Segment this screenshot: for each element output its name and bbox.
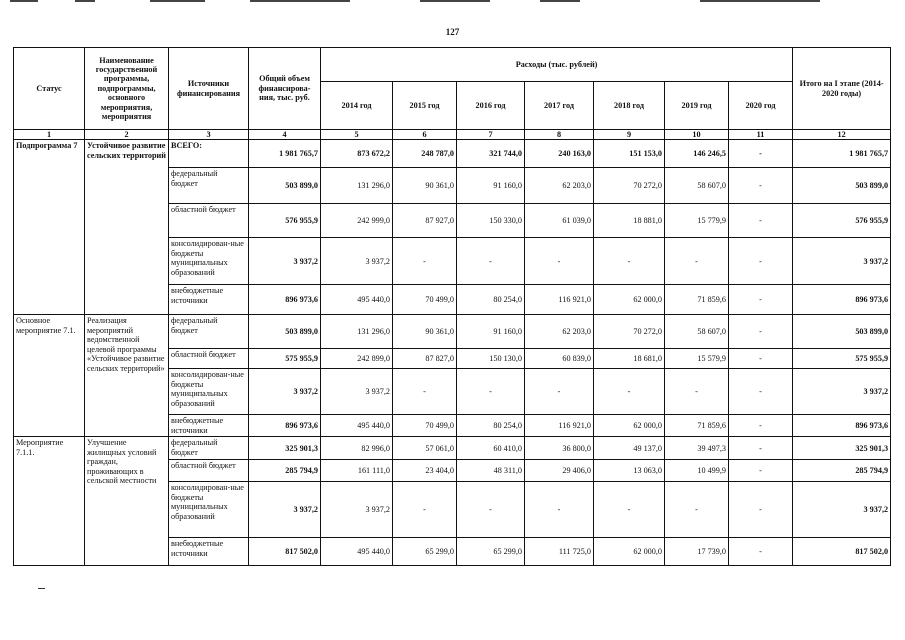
cell-year-value: - xyxy=(665,238,729,285)
cell-year-value: - xyxy=(729,369,793,415)
cell-total: 576 955,9 xyxy=(249,204,321,238)
cell-year-value: 70 272,0 xyxy=(594,315,665,349)
cell-year-value: 495 440,0 xyxy=(321,538,393,566)
header-year: 2017 год xyxy=(525,82,594,130)
cell-year-value: - xyxy=(729,415,793,437)
scan-top-edge xyxy=(0,0,905,3)
column-index: 9 xyxy=(594,130,665,140)
cell-year-value: 29 406,0 xyxy=(525,460,594,482)
cell-year-value: 62 000,0 xyxy=(594,285,665,315)
column-index: 4 xyxy=(249,130,321,140)
cell-year-value: 248 787,0 xyxy=(393,140,457,168)
row-source: консолидирован-ные бюджеты муниципальных образований xyxy=(169,482,249,538)
cell-year-value: - xyxy=(457,369,525,415)
cell-year-value: 18 681,0 xyxy=(594,349,665,369)
cell-year-value: 131 296,0 xyxy=(321,315,393,349)
cell-summary: 503 899,0 xyxy=(793,315,891,349)
cell-year-value: 87 927,0 xyxy=(393,204,457,238)
cell-year-value: 3 937,2 xyxy=(321,482,393,538)
table-row xyxy=(14,315,891,349)
cell-summary: 576 955,9 xyxy=(793,204,891,238)
row-source: федеральный бюджет xyxy=(169,168,249,204)
cell-year-value: 62 000,0 xyxy=(594,415,665,437)
cell-year-value: - xyxy=(525,482,594,538)
cell-year-value: - xyxy=(525,238,594,285)
row-source: внебюджетные источники xyxy=(169,415,249,437)
cell-year-value: - xyxy=(729,285,793,315)
cell-year-value: - xyxy=(594,482,665,538)
cell-year-value: 91 160,0 xyxy=(457,168,525,204)
cell-summary: 896 973,6 xyxy=(793,285,891,315)
cell-summary: 3 937,2 xyxy=(793,238,891,285)
cell-summary: 896 973,6 xyxy=(793,415,891,437)
column-index-row xyxy=(14,130,891,140)
cell-year-value: - xyxy=(594,369,665,415)
row-program-name: Устойчивое развитие сельских территорий xyxy=(85,140,169,315)
cell-total: 3 937,2 xyxy=(249,482,321,538)
cell-year-value: 58 607,0 xyxy=(665,315,729,349)
cell-year-value: 87 827,0 xyxy=(393,349,457,369)
cell-year-value: 60 839,0 xyxy=(525,349,594,369)
cell-total: 503 899,0 xyxy=(249,168,321,204)
header-expenses: Расходы (тыс. рублей) xyxy=(321,48,793,82)
page-number: 127 xyxy=(445,27,460,37)
cell-year-value: 62 203,0 xyxy=(525,315,594,349)
row-source: областной бюджет xyxy=(169,460,249,482)
cell-year-value: 65 299,0 xyxy=(393,538,457,566)
cell-summary: 325 901,3 xyxy=(793,437,891,460)
row-status: Подпрограмма 7 xyxy=(14,140,85,315)
cell-year-value: 71 859,6 xyxy=(665,415,729,437)
cell-total: 3 937,2 xyxy=(249,369,321,415)
cell-year-value: 70 499,0 xyxy=(393,415,457,437)
cell-year-value: 58 607,0 xyxy=(665,168,729,204)
cell-year-value: 873 672,2 xyxy=(321,140,393,168)
cell-year-value: 151 153,0 xyxy=(594,140,665,168)
column-index: 11 xyxy=(729,130,793,140)
cell-summary: 817 502,0 xyxy=(793,538,891,566)
row-source: консолидирован-ные бюджеты муниципальных образований xyxy=(169,238,249,285)
header-status: Статус xyxy=(14,48,85,130)
row-status: Мероприятие 7.1.1. xyxy=(14,437,85,566)
cell-year-value: 80 254,0 xyxy=(457,285,525,315)
row-source: областной бюджет xyxy=(169,349,249,369)
cell-year-value: 60 410,0 xyxy=(457,437,525,460)
financing-table xyxy=(13,47,891,566)
cell-year-value: - xyxy=(729,204,793,238)
cell-year-value: - xyxy=(729,538,793,566)
cell-year-value: 71 859,6 xyxy=(665,285,729,315)
row-source: федеральный бюджет xyxy=(169,437,249,460)
cell-year-value: - xyxy=(594,238,665,285)
row-source: федеральный бюджет xyxy=(169,315,249,349)
cell-year-value: 131 296,0 xyxy=(321,168,393,204)
cell-year-value: 495 440,0 xyxy=(321,285,393,315)
cell-year-value: 91 160,0 xyxy=(457,315,525,349)
cell-summary: 3 937,2 xyxy=(793,369,891,415)
header-year: 2019 год xyxy=(665,82,729,130)
cell-total: 503 899,0 xyxy=(249,315,321,349)
cell-year-value: 57 061,0 xyxy=(393,437,457,460)
row-source: внебюджетные источники xyxy=(169,538,249,566)
cell-year-value: 111 725,0 xyxy=(525,538,594,566)
cell-year-value: - xyxy=(393,482,457,538)
row-source: областной бюджет xyxy=(169,204,249,238)
cell-year-value: 80 254,0 xyxy=(457,415,525,437)
cell-year-value: 36 800,0 xyxy=(525,437,594,460)
cell-total: 575 955,9 xyxy=(249,349,321,369)
column-index: 7 xyxy=(457,130,525,140)
cell-year-value: - xyxy=(457,238,525,285)
cell-summary: 503 899,0 xyxy=(793,168,891,204)
cell-total: 285 794,9 xyxy=(249,460,321,482)
cell-year-value: 23 404,0 xyxy=(393,460,457,482)
cell-year-value: 3 937,2 xyxy=(321,238,393,285)
cell-summary: 1 981 765,7 xyxy=(793,140,891,168)
header-summary: Итого на I этапе (2014-2020 годы) xyxy=(793,48,891,130)
cell-year-value: 13 063,0 xyxy=(594,460,665,482)
header-name: Наименование государственной программы, подпрограммы, основного мероприятия, мероприятия xyxy=(85,48,169,130)
cell-year-value: 146 246,5 xyxy=(665,140,729,168)
column-index: 10 xyxy=(665,130,729,140)
cell-year-value: 61 039,0 xyxy=(525,204,594,238)
header-year: 2015 год xyxy=(393,82,457,130)
cell-year-value: - xyxy=(393,238,457,285)
cell-year-value: 82 996,0 xyxy=(321,437,393,460)
header-sources: Источники финансирования xyxy=(169,48,249,130)
cell-year-value: 150 130,0 xyxy=(457,349,525,369)
cell-year-value: - xyxy=(665,369,729,415)
row-source: внебюджетные источники xyxy=(169,285,249,315)
cell-year-value: - xyxy=(729,238,793,285)
cell-year-value: 18 881,0 xyxy=(594,204,665,238)
table-body xyxy=(14,130,891,566)
row-source: консолидирован-ные бюджеты муниципальных образований xyxy=(169,369,249,415)
cell-year-value: 65 299,0 xyxy=(457,538,525,566)
cell-year-value: - xyxy=(729,315,793,349)
cell-total: 896 973,6 xyxy=(249,415,321,437)
cell-year-value: 48 311,0 xyxy=(457,460,525,482)
cell-total: 817 502,0 xyxy=(249,538,321,566)
cell-year-value: - xyxy=(393,369,457,415)
column-index: 1 xyxy=(14,130,85,140)
cell-year-value: - xyxy=(525,369,594,415)
cell-summary: 3 937,2 xyxy=(793,482,891,538)
cell-year-value: - xyxy=(457,482,525,538)
cell-year-value: - xyxy=(729,140,793,168)
cell-total: 1 981 765,7 xyxy=(249,140,321,168)
cell-year-value: 49 137,0 xyxy=(594,437,665,460)
cell-year-value: - xyxy=(729,349,793,369)
cell-year-value: 62 000,0 xyxy=(594,538,665,566)
cell-year-value: 3 937,2 xyxy=(321,369,393,415)
cell-year-value: - xyxy=(729,460,793,482)
cell-year-value: - xyxy=(729,482,793,538)
cell-year-value: 90 361,0 xyxy=(393,315,457,349)
cell-year-value: 116 921,0 xyxy=(525,415,594,437)
column-index: 5 xyxy=(321,130,393,140)
cell-year-value: 150 330,0 xyxy=(457,204,525,238)
cell-year-value: 10 499,9 xyxy=(665,460,729,482)
column-index: 6 xyxy=(393,130,457,140)
row-program-name: Улучшение жилищных условий граждан, проживающих в сельской местности xyxy=(85,437,169,566)
column-index: 3 xyxy=(169,130,249,140)
column-index: 8 xyxy=(525,130,594,140)
cell-total: 896 973,6 xyxy=(249,285,321,315)
header-year: 2020 год xyxy=(729,82,793,130)
cell-year-value: 240 163,0 xyxy=(525,140,594,168)
cell-year-value: 62 203,0 xyxy=(525,168,594,204)
cell-year-value: 495 440,0 xyxy=(321,415,393,437)
cell-year-value: 15 779,9 xyxy=(665,204,729,238)
column-index: 12 xyxy=(793,130,891,140)
cell-year-value: 17 739,0 xyxy=(665,538,729,566)
cell-year-value: 242 899,0 xyxy=(321,349,393,369)
cell-total: 3 937,2 xyxy=(249,238,321,285)
cell-year-value: 70 272,0 xyxy=(594,168,665,204)
cell-summary: 285 794,9 xyxy=(793,460,891,482)
table-row xyxy=(14,140,891,168)
cell-year-value: - xyxy=(729,168,793,204)
cell-year-value: 70 499,0 xyxy=(393,285,457,315)
cell-year-value: 39 497,3 xyxy=(665,437,729,460)
row-status: Основное мероприятие 7.1. xyxy=(14,315,85,437)
table-row xyxy=(14,437,891,460)
cell-year-value: 161 111,0 xyxy=(321,460,393,482)
cell-year-value: 90 361,0 xyxy=(393,168,457,204)
header-year: 2016 год xyxy=(457,82,525,130)
cell-total: 325 901,3 xyxy=(249,437,321,460)
row-source: ВСЕГО: xyxy=(169,140,249,168)
cell-year-value: - xyxy=(729,437,793,460)
cell-year-value: 116 921,0 xyxy=(525,285,594,315)
row-program-name: Реализация мероприятий ведомственной целевой программы «Устойчивое развитие сельских территорий» xyxy=(85,315,169,437)
cell-year-value: - xyxy=(665,482,729,538)
cell-year-value: 321 744,0 xyxy=(457,140,525,168)
cell-summary: 575 955,9 xyxy=(793,349,891,369)
cell-year-value: 15 579,9 xyxy=(665,349,729,369)
cell-year-value: 242 999,0 xyxy=(321,204,393,238)
header-year: 2014 год xyxy=(321,82,393,130)
column-index: 2 xyxy=(85,130,169,140)
header-total-volume: Общий объем финансирова-ния, тыс. руб. xyxy=(249,48,321,130)
header-year: 2018 год xyxy=(594,82,665,130)
scan-mark xyxy=(38,588,45,589)
